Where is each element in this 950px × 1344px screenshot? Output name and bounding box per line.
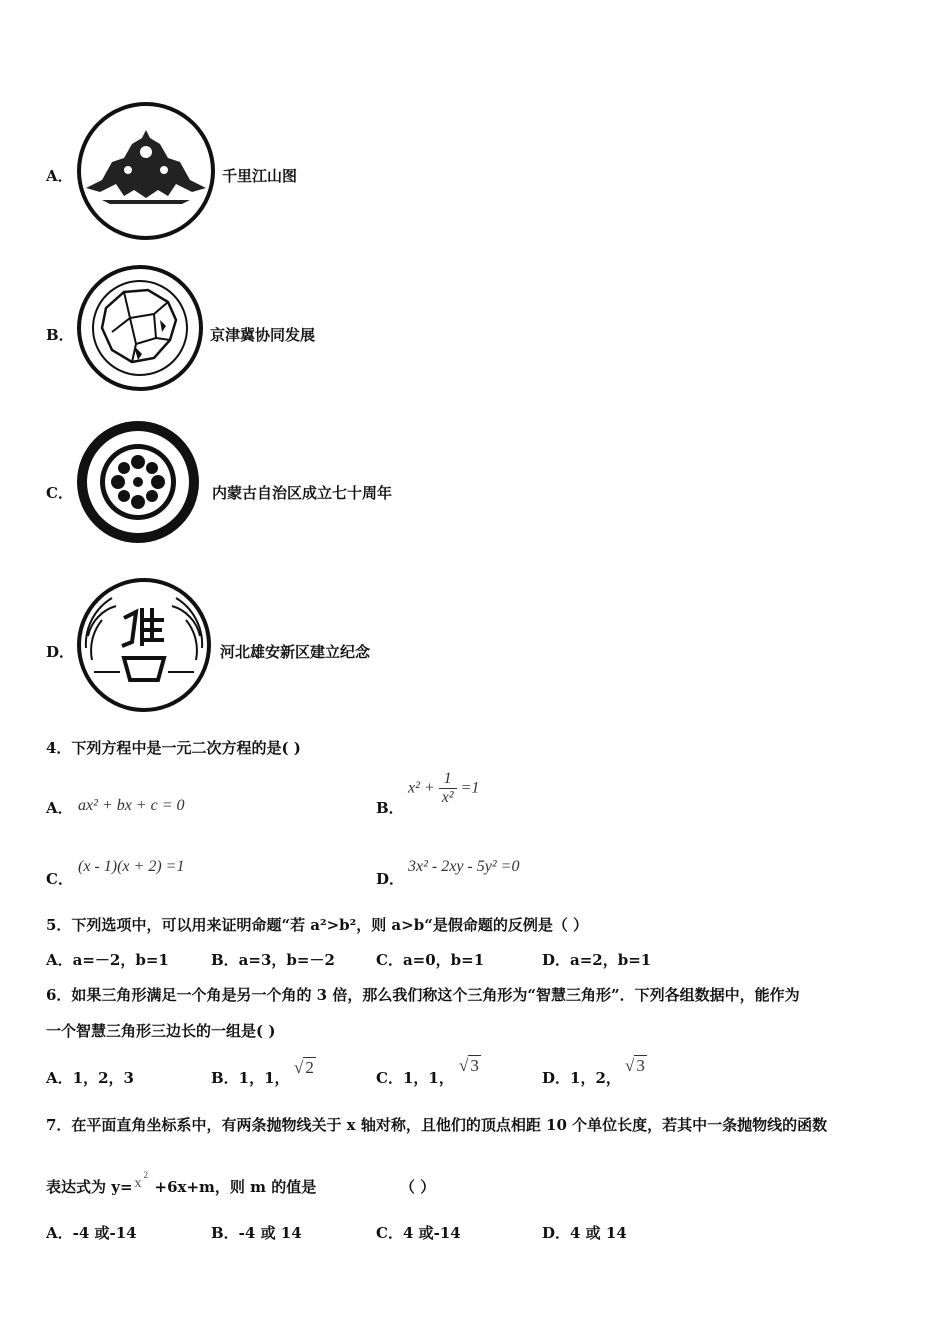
option-caption: 河北雄安新区建立纪念 [220, 643, 371, 661]
equation-lead: x² + [408, 779, 435, 797]
question-6-stem-line1: 6．如果三角形满足一个角是另一个角的 3 倍，那么我们称这个三角形为“智慧三角形”．下列各组数据中，能作为 [46, 986, 800, 1004]
equation-option-c: (x - 1)(x + 2) =1 [78, 858, 185, 875]
question-5-stem: 5．下列选项中，可以用来证明命题“若 a²>b²，则 a>b“是假命题的反例是（ ） [46, 916, 589, 934]
radicand: 3 [636, 1056, 645, 1075]
equation-option-b [408, 770, 479, 807]
option-d: D．a=2，b=1 [542, 951, 652, 969]
option-letter: B． [46, 326, 74, 344]
option-a: A．1，2，3 [46, 1069, 134, 1087]
option-c: C．4 或-14 [376, 1224, 461, 1242]
option-a: A．-4 或-14 [46, 1224, 137, 1242]
power-base: x [134, 1176, 142, 1191]
radicand: 2 [305, 1058, 314, 1077]
option-letter: A． [46, 167, 73, 185]
question-7-stem-line1: 7．在平面直角坐标系中，有两条抛物线关于 x 轴对称，且他们的顶点相距 10 个单位长度，若其中一条抛物线的函数 [46, 1116, 828, 1134]
option-caption: 京津冀协同发展 [210, 326, 316, 344]
fraction-denominator: x² [441, 789, 454, 806]
stem-suffix: +6x+m，则 m 的值是 [154, 1178, 317, 1196]
equation-tail: =1 [460, 779, 480, 797]
equation-option-d: 3x² - 2xy - 5y² =0 [408, 858, 520, 875]
option-c: C．a=0，b=1 [376, 951, 485, 969]
option-b: B．-4 或 14 [211, 1224, 302, 1242]
sqrt-expression: √ 2 [294, 1058, 314, 1077]
option-letter: C． [46, 870, 73, 888]
option-c: C．1，1， [376, 1069, 454, 1087]
stem-prefix: 表达式为 y= [46, 1178, 133, 1196]
power-exponent: 2 [143, 1170, 149, 1180]
option-d: D．4 或 14 [542, 1224, 627, 1242]
option-letter: A． [46, 799, 73, 817]
answer-blank: （ ） [400, 1178, 436, 1196]
option-caption: 内蒙古自治区成立七十周年 [212, 484, 393, 502]
option-letter: B． [376, 799, 404, 817]
option-letter: D． [46, 643, 75, 661]
option-a: A．a=－2，b=1 [46, 951, 169, 969]
equation-option-a: ax² + bx + c = 0 [78, 797, 185, 814]
floral-pattern-emblem-icon [72, 418, 210, 550]
question-4-stem: 4．下列方程中是一元二次方程的是( ) [46, 739, 301, 757]
option-b: B．a=3，b=－2 [211, 951, 335, 969]
sqrt-expression: √ 3 [625, 1056, 645, 1075]
question-7-stem-line2 [46, 1170, 317, 1197]
option-caption: 千里江山图 [222, 167, 298, 185]
question-6-stem-line2: 一个智慧三角形三边长的一组是( ) [46, 1022, 276, 1040]
option-letter: D． [376, 870, 405, 888]
option-b: B．1，1， [211, 1069, 290, 1087]
fraction-numerator: 1 [439, 770, 457, 789]
xiong-character-emblem-icon [72, 576, 218, 716]
option-letter: C． [46, 484, 73, 502]
fraction [439, 770, 457, 807]
radicand: 3 [470, 1056, 479, 1075]
sqrt-expression: √ 3 [459, 1056, 479, 1075]
map-regions-emblem-icon [72, 262, 212, 396]
pagoda-landscape-emblem-icon [72, 100, 220, 242]
option-d: D．1，2， [542, 1069, 621, 1087]
